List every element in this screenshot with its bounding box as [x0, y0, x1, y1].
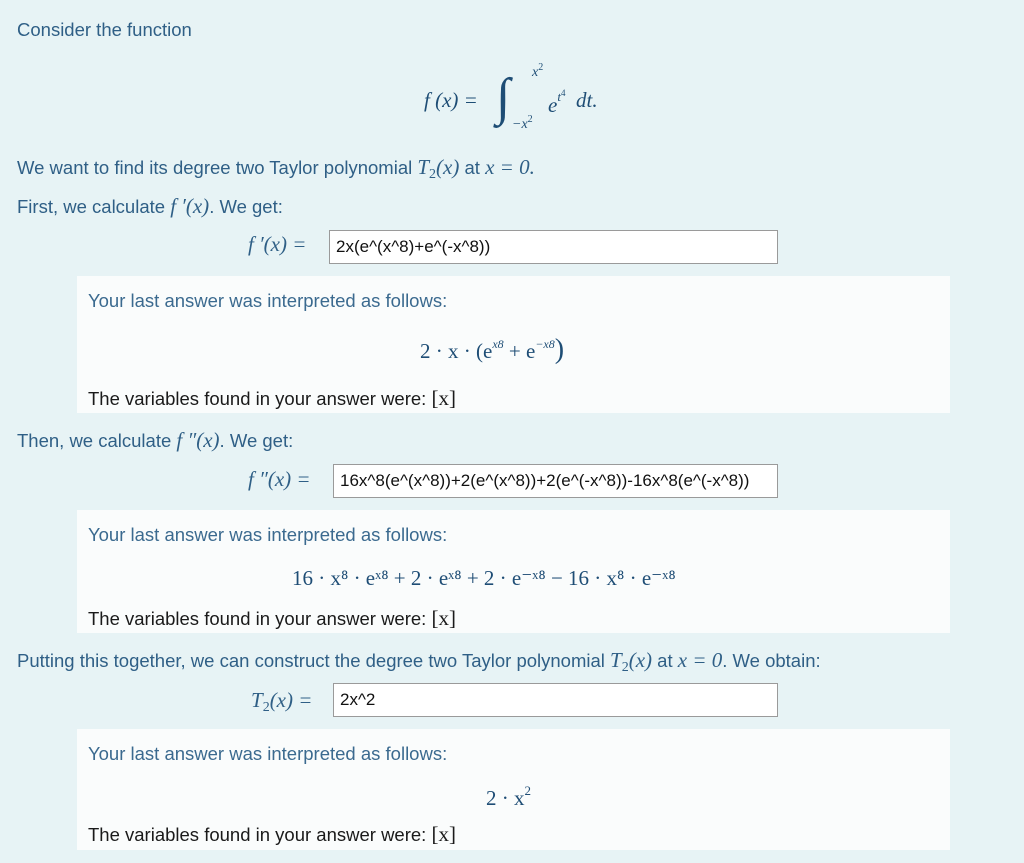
- step1-label: f ′(x) =: [248, 232, 307, 256]
- feedback-panel-1: [77, 276, 950, 413]
- step2-label: f ″(x) =: [248, 467, 311, 491]
- feedback2-variables: The variables found in your answer were: [x]: [88, 606, 456, 630]
- differential: dt.: [576, 88, 598, 112]
- taylor-label: $T_2(x)$ =: [251, 688, 313, 715]
- intro-text: Consider the function: [17, 19, 192, 40]
- upper-limit: $x^2$: [532, 62, 544, 80]
- integrand: $e^{t^4}$: [548, 88, 566, 117]
- goal-point: x = 0.: [485, 155, 535, 179]
- feedback2-variables-value: [x]: [431, 606, 456, 630]
- integral-sign: ∫: [496, 69, 511, 126]
- feedback1-variables-value: [x]: [431, 386, 456, 410]
- first-derivative-input[interactable]: 2x(e^(x^8)+e^(-x^8)): [329, 230, 778, 264]
- step1-func: f ′(x): [170, 194, 210, 218]
- feedback-panel-2: [77, 510, 950, 633]
- step2-func: f ″(x): [176, 428, 220, 452]
- conclusion-text: Putting this together, we can construct the degree two Taylor polynomial $T_2(x)$ at x = 0. We obtain:: [17, 648, 821, 675]
- feedback1-label: Your last answer was interpreted as follows:: [88, 290, 448, 311]
- feedback3-label: Your last answer was interpreted as follows:: [88, 743, 448, 764]
- conclusion-poly: $T_2(x)$: [610, 648, 653, 675]
- feedback2-label: Your last answer was interpreted as follows:: [88, 524, 448, 545]
- feedback1-variables: The variables found in your answer were: [x]: [88, 386, 456, 410]
- feedback-panel-3: [77, 729, 950, 850]
- goal-poly: $T_2(x)$: [417, 155, 460, 182]
- feedback3-expression: $2 \cdot x^2$: [486, 783, 531, 810]
- goal-text-before: We want to find its degree two Taylor polynomial: [17, 157, 418, 178]
- step2-text: Then, we calculate f ″(x). We get:: [17, 428, 294, 452]
- function-definition: [424, 62, 624, 142]
- feedback3-variables: The variables found in your answer were: [x]: [88, 822, 456, 846]
- taylor-polynomial-input[interactable]: 2x^2: [333, 683, 778, 717]
- goal-text: [17, 155, 535, 183]
- feedback1-expression: $2 \cdot x \cdot (e^{x8} + e^{-x8})$: [420, 334, 565, 365]
- conclusion-point: x = 0: [677, 648, 723, 672]
- step1-text: First, we calculate f ′(x). We get:: [17, 194, 283, 218]
- second-derivative-input[interactable]: 16x^8(e^(x^8))+2(e^(x^8))+2(e^(-x^8))-16x^8(e^(-x^8)): [333, 464, 778, 498]
- lower-limit: $-x^2$: [512, 114, 533, 132]
- goal-text-mid: at: [459, 157, 486, 178]
- feedback2-expression: 16 · x⁸ · eˣ⁸ + 2 · eˣ⁸ + 2 · e⁻ˣ⁸ − 16 · x⁸ · e⁻ˣ⁸: [292, 566, 676, 590]
- definition-lhs: f (x) =: [424, 88, 478, 112]
- feedback3-variables-value: [x]: [431, 822, 456, 846]
